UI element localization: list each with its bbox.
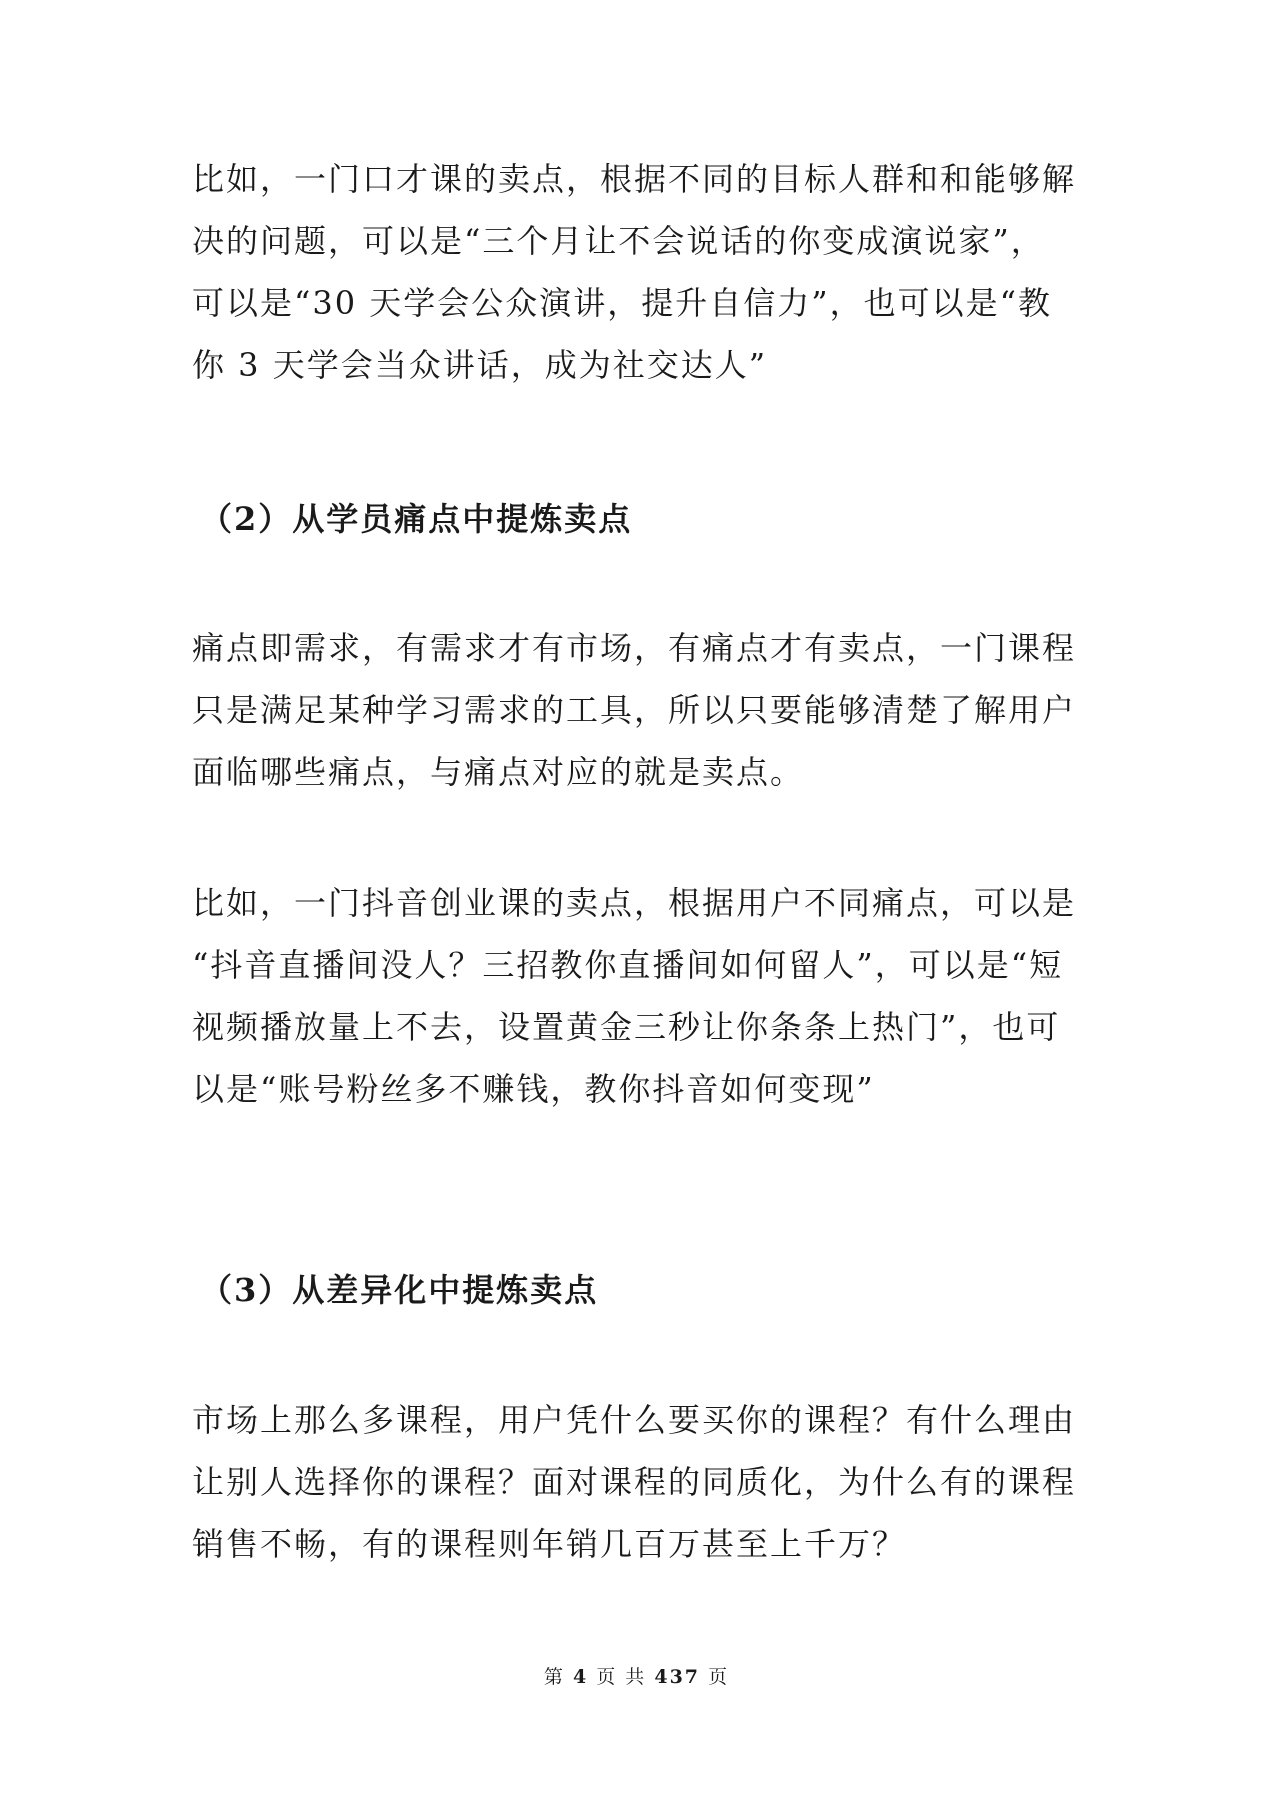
text-line: 你 3 天学会当众讲话，成为社交达人” bbox=[192, 346, 768, 384]
text-line: 比如，一门口才课的卖点，根据不同的目标人群和和能够解 bbox=[192, 160, 1077, 198]
paragraph-2 bbox=[192, 617, 1082, 803]
text-line: 面临哪些痛点，与痛点对应的就是卖点。 bbox=[192, 753, 805, 791]
paragraph-3 bbox=[192, 872, 1082, 1120]
section-heading-2: （2）从学员痛点中提炼卖点 bbox=[200, 500, 633, 538]
text-line: 视频播放量上不去，设置黄金三秒让你条条上热门”，也可 bbox=[192, 1008, 1061, 1046]
footer-suffix: 页 bbox=[708, 1666, 730, 1688]
footer-middle: 页 共 bbox=[596, 1666, 647, 1688]
text-line: “抖音直播间没人？三招教你直播间如何留人”，可以是“短 bbox=[192, 946, 1064, 984]
text-line: 只是满足某种学习需求的工具，所以只要能够清楚了解用户 bbox=[192, 691, 1077, 729]
text-line: 比如，一门抖音创业课的卖点，根据用户不同痛点，可以是 bbox=[192, 884, 1077, 922]
text-line: 以是“账号粉丝多不赚钱，教你抖音如何变现” bbox=[192, 1070, 875, 1108]
footer-total-pages: 437 bbox=[654, 1666, 701, 1688]
text-line: 市场上那么多课程，用户凭什么要买你的课程？有什么理由 bbox=[192, 1401, 1077, 1439]
paragraph-1 bbox=[192, 148, 1082, 396]
text-line: 让别人选择你的课程？面对课程的同质化，为什么有的课程 bbox=[192, 1463, 1077, 1501]
section-heading-3: （3）从差异化中提炼卖点 bbox=[200, 1271, 599, 1309]
footer-page-number: 4 bbox=[572, 1666, 589, 1688]
text-line: 可以是“30 天学会公众演讲，提升自信力”，也可以是“教 bbox=[192, 284, 1052, 322]
text-line: 痛点即需求，有需求才有市场，有痛点才有卖点，一门课程 bbox=[192, 629, 1077, 667]
page-footer bbox=[0, 1662, 1273, 1689]
text-line: 销售不畅，有的课程则年销几百万甚至上千万？ bbox=[192, 1525, 907, 1563]
text-line: 决的问题，可以是“三个月让不会说话的你变成演说家”， bbox=[192, 222, 1045, 260]
footer-prefix: 第 bbox=[543, 1666, 565, 1688]
paragraph-4 bbox=[192, 1389, 1082, 1575]
